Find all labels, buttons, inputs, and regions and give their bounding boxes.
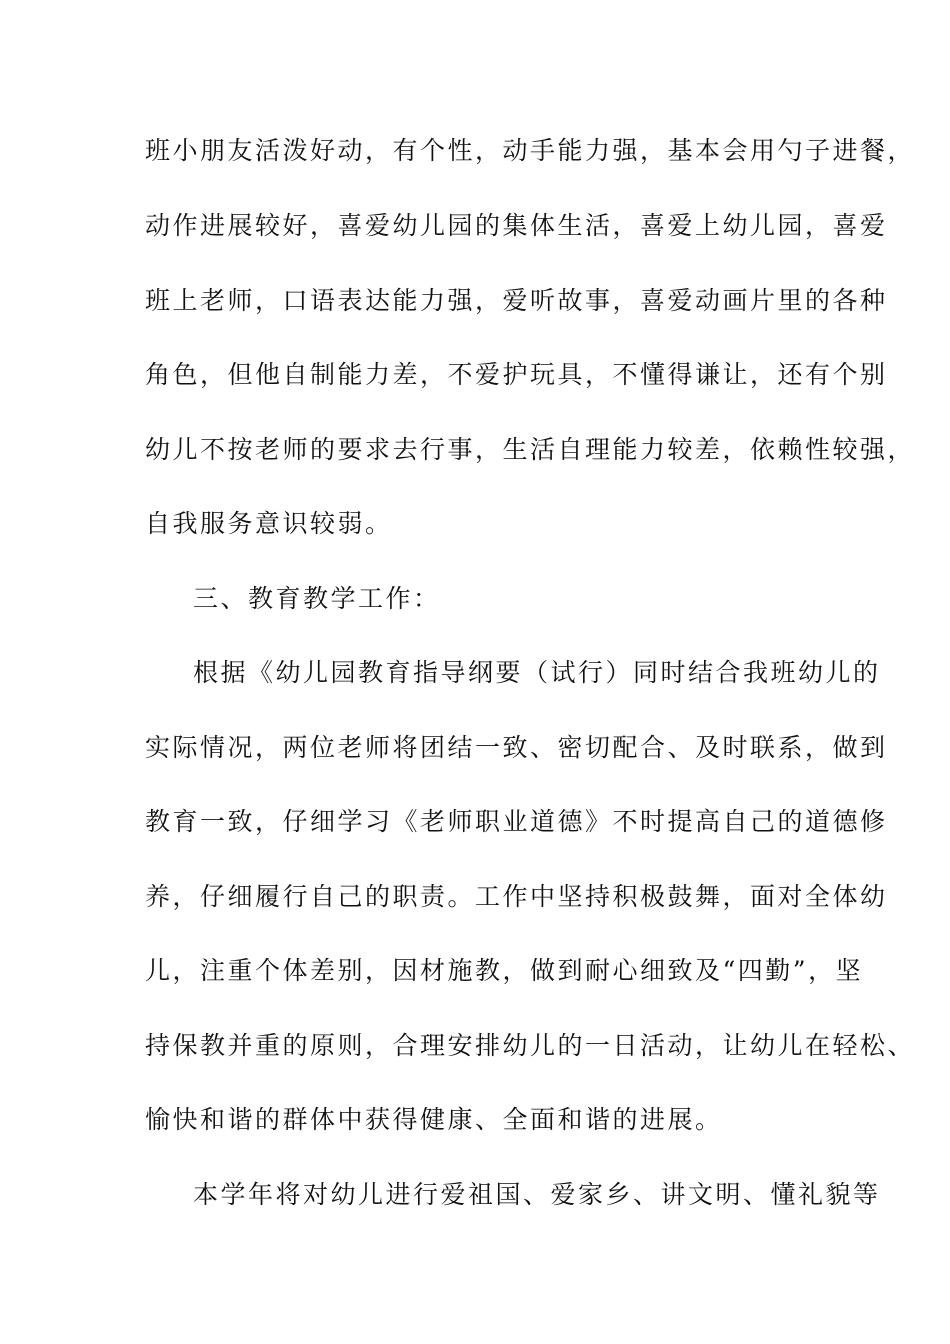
paragraph-line: 班小朋友活泼好动，有个性，动手能力强，基本会用勺子进餐， — [145, 136, 916, 165]
paragraph-line: 角色，但他自制能力差，不爱护玩具，不懂得谦让，还有个别 — [145, 360, 888, 389]
paragraph-line: 儿，注重个体差别，因材施教，做到耐心细致及“四勤”，坚 — [145, 956, 864, 985]
paragraph-line: 本学年将对幼儿进行爱祖国、爱家乡、讲文明、懂礼貌等 — [193, 1180, 881, 1209]
paragraph-line: 幼儿不按老师的要求去行事，生活自理能力较差，依赖性较强， — [145, 435, 916, 464]
paragraph-line: 实际情况，两位老师将团结一致、密切配合、及时联系，做到 — [145, 733, 888, 762]
paragraph-line: 教育一致，仔细学习《老师职业道德》不时提高自己的道德修 — [145, 807, 888, 836]
paragraph-line: 养，仔细履行自己的职责。工作中坚持积极鼓舞，面对全体幼 — [145, 882, 888, 911]
section-heading: 三、教育教学工作： — [193, 584, 441, 613]
paragraph-line: 动作进展较好，喜爱幼儿园的集体生活，喜爱上幼儿园，喜爱 — [145, 211, 888, 240]
paragraph-line: 愉快和谐的群体中获得健康、全面和谐的进展。 — [145, 1105, 723, 1134]
paragraph-line: 持保教并重的原则，合理安排幼儿的一日活动，让幼儿在轻松、 — [145, 1031, 916, 1060]
paragraph-line: 根据《幼儿园教育指导纲要（试行）同时结合我班幼儿的 — [193, 658, 881, 687]
paragraph-line: 班上老师，口语表达能力强，爱听故事，喜爱动画片里的各种 — [145, 286, 888, 315]
paragraph-line: 自我服务意识较弱。 — [145, 509, 393, 538]
